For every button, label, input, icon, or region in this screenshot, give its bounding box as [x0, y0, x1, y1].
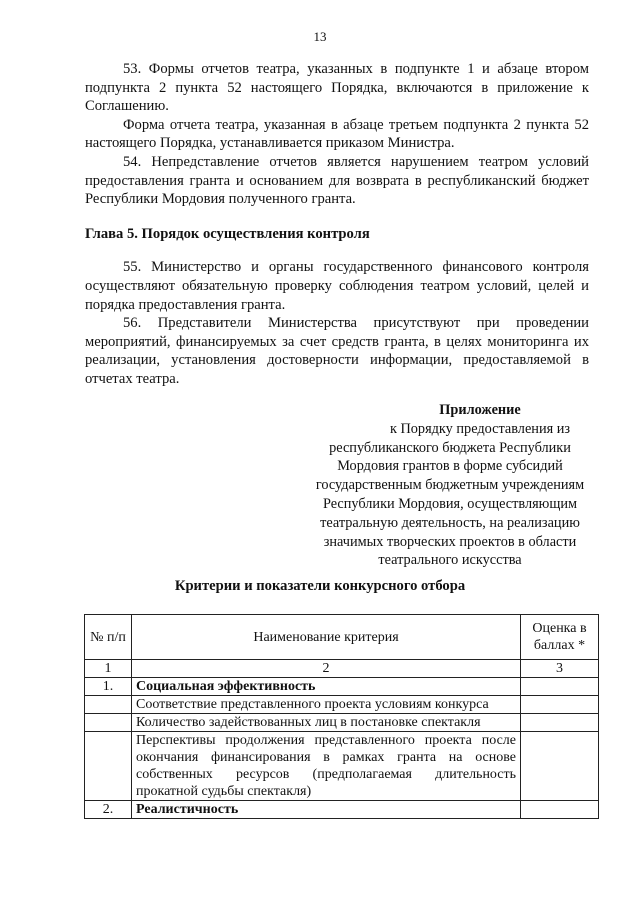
index-cell: 2 — [132, 660, 521, 678]
row-score — [521, 801, 599, 819]
header-score: Оценка в баллах * — [521, 615, 599, 660]
row-score — [521, 696, 599, 714]
table-index-row — [85, 660, 599, 678]
row-num: 1. — [85, 678, 132, 696]
appendix-line: государственным бюджетным учреждениям — [315, 477, 585, 494]
row-name: Перспективы продолжения представленного проекта после окончания финансирования в рамках гранта на основе собственных ресурсов (предполагаемая длительность прокатной судьбы спектакля) — [132, 732, 521, 801]
appendix-line: республиканского бюджета Республики — [329, 439, 571, 456]
table-row — [85, 732, 599, 801]
table-row — [85, 801, 599, 819]
appendix-line: к Порядку предоставления из — [389, 420, 571, 437]
row-num — [85, 714, 132, 732]
table-row — [85, 696, 599, 714]
row-score — [521, 714, 599, 732]
document-body — [85, 60, 589, 389]
row-name: Количество задействованных лиц в постановке спектакля — [132, 714, 521, 732]
appendix-line: Мордовия грантов в форме субсидий — [337, 458, 563, 475]
row-score — [521, 732, 599, 801]
row-num — [85, 696, 132, 714]
appendix-line: театральную деятельность, на реализацию — [320, 514, 580, 531]
page-number: 13 — [313, 29, 327, 44]
paragraph-55: 55. Министерство и органы государственного финансового контроля осуществляют обязательную проверку соблюдения театром условий, целей и порядка предоставления гранта. — [85, 259, 589, 313]
row-score — [521, 678, 599, 696]
paragraph-53-second: Форма отчета театра, указанная в абзаце третьем подпункта 2 пункта 52 настоящего Порядка, устанавливается приказом Министра. — [85, 116, 589, 152]
appendix-title: Приложение — [439, 402, 521, 418]
criteria-title: Критерии и показатели конкурсного отбора — [174, 578, 466, 594]
index-cell: 1 — [85, 660, 132, 678]
row-num: 2. — [85, 801, 132, 819]
index-cell: 3 — [521, 660, 599, 678]
chapter-5-heading: Глава 5. Порядок осуществления контроля — [85, 225, 370, 242]
appendix-line: значимых творческих проектов в области — [323, 533, 577, 550]
table-row — [85, 714, 599, 732]
row-name: Социальная эффективность — [132, 678, 521, 696]
row-name: Соответствие представленного проекта условиям конкурса — [132, 696, 521, 714]
appendix-line: театрального искусства — [378, 552, 522, 569]
table-row — [85, 678, 599, 696]
appendix-line: Республики Мордовия, осуществляющим — [322, 495, 578, 512]
paragraph-54: 54. Непредставление отчетов является нарушением театром условий предоставления гранта и основанием для возврата в республиканский бюджет Республики Мордовия полученного гранта. — [85, 153, 589, 208]
appendix-block — [290, 401, 610, 570]
row-name: Реалистичность — [132, 801, 521, 819]
header-name: Наименование критерия — [132, 615, 521, 660]
table-header-row — [85, 615, 599, 660]
paragraph-56: 56. Представители Министерства присутствуют при проведении мероприятий, финансируемых за счет средств гранта, в целях мониторинга их реализации, установления достоверности информации, предоставляемой в отчетах театра. — [85, 315, 589, 387]
header-num: № п/п — [85, 615, 132, 660]
paragraph-53: 53. Формы отчетов театра, указанных в подпункте 1 и абзаце втором подпункта 2 пункта 52 настоящего Порядка, включаются в приложение к Соглашению. — [85, 61, 589, 115]
criteria-table — [84, 614, 599, 819]
row-num — [85, 732, 132, 801]
